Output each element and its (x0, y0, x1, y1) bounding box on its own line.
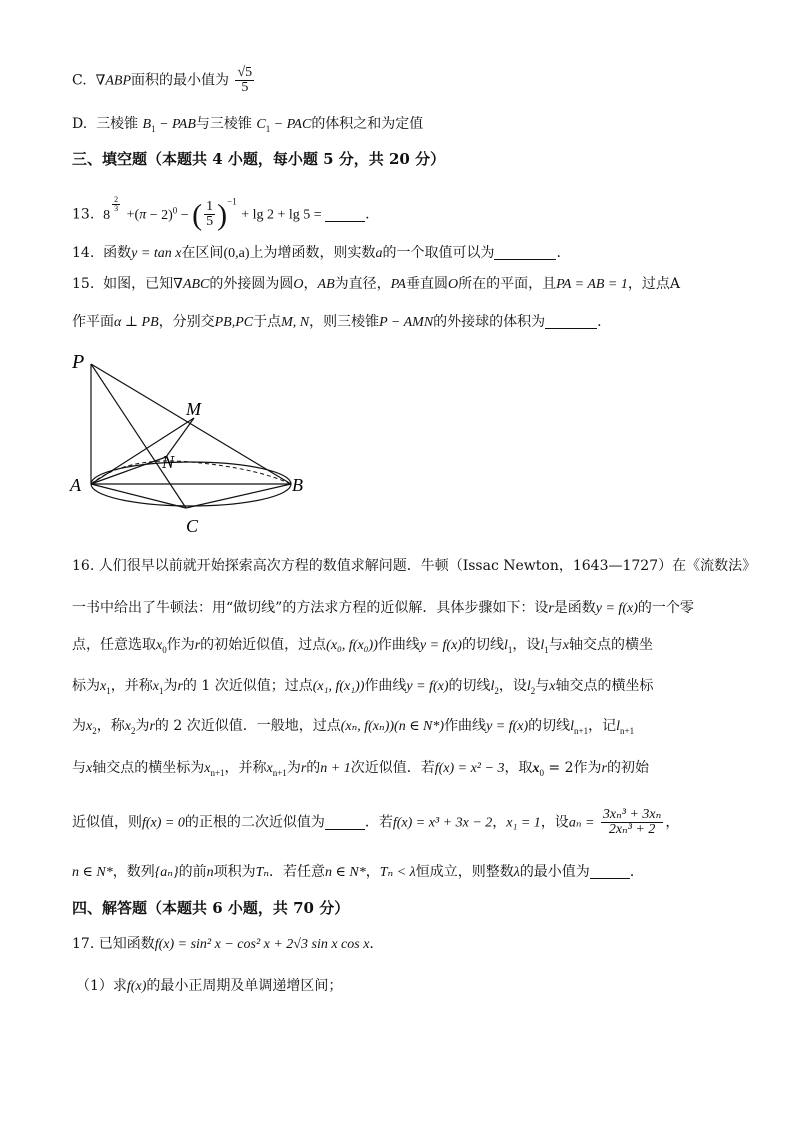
fraction: $\frac{√5}{5}$ (237, 65, 253, 95)
question-14: 14. 函数y = tan x在区间(0,a)上为增函数，则实数a的一个取值可以为 . (72, 245, 561, 261)
option-text: 的体积之和为定值 (311, 116, 424, 132)
question-17-part-1: （1）求f(x)的最小正周期及单调递增区间； (76, 978, 343, 994)
pyramid-expr-1: $B_1$ − PAB (142, 117, 196, 134)
question-15-line-2: 作平面α ⊥ PB，分别交PB,PC于点M, N，则三棱锥P − AMN的外接球的体积为 . (72, 314, 602, 330)
section-heading-fill-in: 三、填空题（本题共 4 小题，每小题 5 分，共 20 分） (72, 150, 446, 168)
label-c: C (186, 516, 199, 536)
option-label: D. (72, 116, 88, 132)
edge-pb (91, 364, 291, 484)
question-13: 13. 8 $^{\frac{2}{3}}$ $+(\pi - 2)^0$ − ( $\frac{1}{5}$ )$^{-1}$ + lg 2 + lg 5 = . (72, 195, 370, 232)
answer-blank[interactable] (590, 864, 630, 879)
answer-blank[interactable] (494, 245, 556, 260)
label-m: M (186, 399, 201, 419)
answer-blank[interactable] (325, 207, 365, 222)
question-number: 16. (72, 558, 95, 574)
option-text: 与三棱锥 (195, 116, 252, 132)
label-n: N (162, 452, 175, 472)
option-text: 面积的最小值为 (131, 72, 230, 89)
option-d (72, 114, 423, 135)
pyramid-expr-2: $C_1$ − PAC (256, 117, 312, 134)
question-16-line-2: 一书中给出了牛顿法：用“做切线”的方法求方程的近似解．具体步骤如下：设r是函数y = f(x)的一个零 (72, 600, 694, 616)
sequence-fraction: $\frac{\text{3xₙ³ + 3xₙ}}{\text{2xₙ³ + 2}}$ (602, 807, 662, 837)
question-number: 13. (72, 206, 95, 223)
question-17: 17. 已知函数f(x) = sin² x − cos² x + 2√3 sin x cos x. (72, 936, 374, 952)
question-number: 17. (72, 936, 95, 952)
question-15-line-1: 15. 如图，已知∇ABC的外接圆为圆O，AB为直径，PA垂直圆O所在的平面，且PA = AB = 1，过点A (72, 276, 680, 292)
section-heading-solutions: 四、解答题（本题共 6 小题，共 70 分） (72, 899, 350, 917)
answer-blank[interactable] (325, 815, 365, 830)
triangle-symbol: ∇ (95, 73, 106, 89)
answer-blank[interactable] (545, 314, 597, 329)
question-16-line-4: 标为$x_1$，并称$x_1$为r的 1 次近似值；过点(x₁, f(x₁))作曲线y = f(x)的切线$l_2$，设$l_2$与x轴交点的横坐标 (72, 678, 654, 696)
fraction-denominator: 5 (241, 80, 249, 95)
triangle-name: ABP (105, 73, 132, 89)
label-a: A (70, 475, 81, 495)
question-16-line-7: 近似值，则f(x) = 0的正根的二次近似值为 ．若f(x) = x³ + 3x − 2，x₁ = 1，设aₙ = $\frac{\text{3xₙ³ + 3xₙ}}{\text{2xₙ³ + 2}}$ ， (72, 807, 680, 837)
question-number: 14. (72, 245, 95, 261)
label-p: P (72, 351, 85, 373)
edge-am (91, 418, 194, 484)
question-number: 15. (72, 276, 95, 292)
question-16-line-8: n ∈ N*，数列{aₙ}的前n项积为Tₙ．若任意n ∈ N*，Tₙ < λ恒成立，则整数λ的最小值为 ． (72, 864, 644, 880)
question-16-line-3: 点，任意选取$x_0$作为r的初始近似值，过点(x₀, f(x₀))作曲线y = f(x)的切线$l_1$，设$l_1$与x轴交点的横坐 (72, 637, 653, 655)
option-c (72, 66, 256, 95)
label-b: B (292, 475, 303, 495)
fraction-numerator: 5 (245, 65, 253, 80)
option-label: C. (72, 72, 87, 89)
edge-an (91, 457, 166, 484)
question-16-line-5: 为$x_2$，称$x_2$为r的 2 次近似值．一般地，过点(xₙ, f(xₙ))(n ∈ N*)作曲线y = f(x)的切线$l_{n+1}$，记$l_{n+1}$ (72, 718, 635, 736)
question-16-line-6: 与x轴交点的横坐标为$x_{n+1}$，并称$x_{n+1}$为r的n + 1次近似值．若f(x) = x² − 3，取$x_0 = 2$作为r的初始 (72, 760, 649, 778)
question-16-line-1: 16. 人们很早以前就开始探索高次方程的数值求解问题．牛顿（Issac Newton，1643—1727）在《流数法》 (72, 558, 757, 574)
geometry-figure (66, 344, 316, 544)
edge-pc (91, 364, 186, 508)
option-text: 三棱锥 (96, 116, 139, 132)
